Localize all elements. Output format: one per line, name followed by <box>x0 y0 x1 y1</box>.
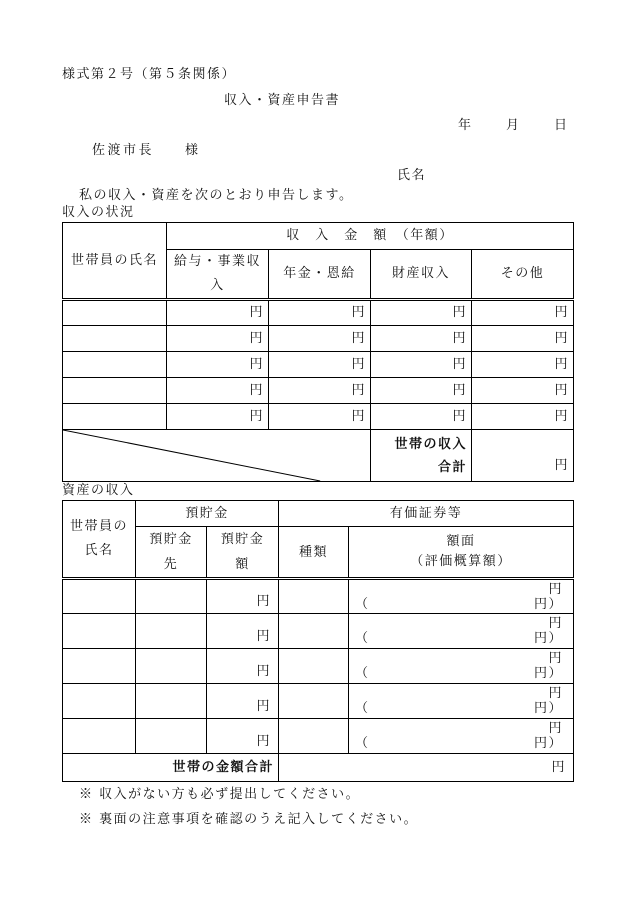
asset-member-name-cell <box>63 684 136 719</box>
income-property-cell: 円 <box>371 378 472 404</box>
income-table <box>62 222 574 482</box>
asset-header-savings-group: 預貯金 <box>136 501 279 527</box>
asset-subheader-row <box>63 527 574 579</box>
income-other-cell: 円 <box>472 404 574 430</box>
asset-bank-cell <box>136 684 207 719</box>
asset-row <box>63 579 574 614</box>
face-value-unit: 円 <box>548 651 564 666</box>
income-member-name-cell <box>63 352 167 378</box>
income-row <box>63 352 574 378</box>
income-section-heading: 収入の状況 <box>62 205 135 220</box>
valuation-bracket <box>349 597 573 612</box>
asset-security-type-cell <box>279 719 349 754</box>
applicant-name-label: 氏名 <box>397 168 427 183</box>
income-other-cell: 円 <box>472 326 574 352</box>
valuation-open-paren: （ <box>355 666 370 681</box>
asset-face-value-cell <box>349 614 574 649</box>
income-total-unit: 円 <box>472 430 574 482</box>
income-total-row <box>63 430 574 482</box>
date-line: 年 月 日 <box>458 118 571 133</box>
asset-header-amount: 預貯金額 <box>220 532 265 572</box>
valuation-open-paren: （ <box>355 701 370 716</box>
income-header-salary-cell <box>167 250 269 300</box>
valuation-open-paren: （ <box>355 597 370 612</box>
income-pension-cell: 円 <box>269 300 371 326</box>
income-total-blank-cell <box>63 430 371 482</box>
asset-total-label: 世帯の金額合計 <box>63 754 279 782</box>
income-property-cell: 円 <box>371 300 472 326</box>
asset-bank-cell <box>136 649 207 684</box>
asset-security-type-cell <box>279 684 349 719</box>
note-check-reverse-side: ※ 裏面の注意事項を確認のうえ記入してください。 <box>79 812 419 827</box>
asset-member-name-cell <box>63 649 136 684</box>
valuation-bracket <box>349 736 573 751</box>
income-property-cell: 円 <box>371 352 472 378</box>
valuation-unit-close: 円） <box>534 701 564 716</box>
asset-header-face-value: 額面 <box>446 534 476 549</box>
asset-savings-amount-cell: 円 <box>207 719 279 754</box>
asset-header-securities-group: 有価証券等 <box>279 501 574 527</box>
note-submission-required: ※ 収入がない方も必ず提出してください。 <box>79 787 361 802</box>
asset-header-face-value-note: （評価概算額） <box>410 554 512 569</box>
income-row <box>63 378 574 404</box>
asset-row <box>63 684 574 719</box>
income-other-cell: 円 <box>472 352 574 378</box>
asset-savings-amount-cell: 円 <box>207 684 279 719</box>
asset-bank-cell <box>136 614 207 649</box>
face-value-unit: 円 <box>548 616 564 631</box>
asset-header-member-name: 世帯員の氏名 <box>69 519 128 558</box>
income-header-property: 財産収入 <box>371 250 472 300</box>
income-salary-cell: 円 <box>167 326 269 352</box>
income-pension-cell: 円 <box>269 404 371 430</box>
income-salary-cell: 円 <box>167 300 269 326</box>
valuation-unit-close: 円） <box>534 631 564 646</box>
income-row <box>63 404 574 430</box>
asset-section-heading: 資産の収入 <box>62 483 135 498</box>
asset-total-row <box>63 754 574 782</box>
valuation-bracket <box>349 666 573 681</box>
declaration-text: 私の収入・資産を次のとおり申告します。 <box>79 188 354 203</box>
income-header-amount-group: 収 入 金 額 （年額） <box>167 223 574 250</box>
income-property-cell: 円 <box>371 326 472 352</box>
asset-row <box>63 719 574 754</box>
asset-bank-cell <box>136 579 207 614</box>
asset-header-amount-cell <box>207 527 279 579</box>
asset-savings-amount-cell: 円 <box>207 614 279 649</box>
valuation-open-paren: （ <box>355 736 370 751</box>
asset-security-type-cell <box>279 649 349 684</box>
valuation-bracket <box>349 701 573 716</box>
addressee: 佐渡市長 様 <box>92 143 201 158</box>
income-row <box>63 326 574 352</box>
asset-bank-cell <box>136 719 207 754</box>
income-header-member-name: 世帯員の氏名 <box>63 223 167 300</box>
income-header-salary: 給与・事業収入 <box>173 254 261 293</box>
income-other-cell: 円 <box>472 378 574 404</box>
asset-member-name-cell <box>63 614 136 649</box>
asset-face-value-cell <box>349 579 574 614</box>
income-header-pension: 年金・恩給 <box>269 250 371 300</box>
income-total-label-cell <box>371 430 472 482</box>
income-total-label: 世帯の収入合計 <box>394 436 467 475</box>
asset-face-value-cell <box>349 719 574 754</box>
income-other-cell: 円 <box>472 300 574 326</box>
asset-member-name-cell <box>63 719 136 754</box>
asset-face-value-cell <box>349 649 574 684</box>
asset-header-face-value-cell <box>349 527 574 579</box>
income-member-name-cell <box>63 300 167 326</box>
asset-savings-amount-cell: 円 <box>207 649 279 684</box>
asset-row <box>63 614 574 649</box>
income-header-row <box>63 223 574 250</box>
income-salary-cell: 円 <box>167 378 269 404</box>
asset-header-type: 種類 <box>279 527 349 579</box>
asset-table <box>62 500 574 782</box>
asset-header-bank: 預貯金先 <box>149 532 193 572</box>
income-property-cell: 円 <box>371 404 472 430</box>
income-pension-cell: 円 <box>269 352 371 378</box>
asset-header-bank-cell <box>136 527 207 579</box>
asset-security-type-cell <box>279 614 349 649</box>
asset-total-unit: 円 <box>279 754 574 782</box>
valuation-unit-close: 円） <box>534 666 564 681</box>
valuation-unit-close: 円） <box>534 597 564 612</box>
income-header-other: その他 <box>472 250 574 300</box>
income-salary-cell: 円 <box>167 352 269 378</box>
face-value-unit: 円 <box>548 582 564 597</box>
diagonal-slash-line <box>63 430 370 481</box>
form-number: 様式第２号（第５条関係） <box>62 67 237 82</box>
asset-face-value-cell <box>349 684 574 719</box>
income-row <box>63 300 574 326</box>
asset-header-member-name-cell <box>63 501 136 579</box>
valuation-open-paren: （ <box>355 631 370 646</box>
asset-header-row <box>63 501 574 527</box>
income-member-name-cell <box>63 378 167 404</box>
income-salary-cell: 円 <box>167 404 269 430</box>
asset-member-name-cell <box>63 579 136 614</box>
asset-savings-amount-cell: 円 <box>207 579 279 614</box>
income-member-name-cell <box>63 326 167 352</box>
asset-security-type-cell <box>279 579 349 614</box>
income-member-name-cell <box>63 404 167 430</box>
face-value-unit: 円 <box>548 686 564 701</box>
income-pension-cell: 円 <box>269 378 371 404</box>
form-title: 収入・資産申告書 <box>224 93 341 108</box>
valuation-bracket <box>349 631 573 646</box>
valuation-unit-close: 円） <box>534 736 564 751</box>
asset-row <box>63 649 574 684</box>
income-pension-cell: 円 <box>269 326 371 352</box>
face-value-unit: 円 <box>548 721 564 736</box>
